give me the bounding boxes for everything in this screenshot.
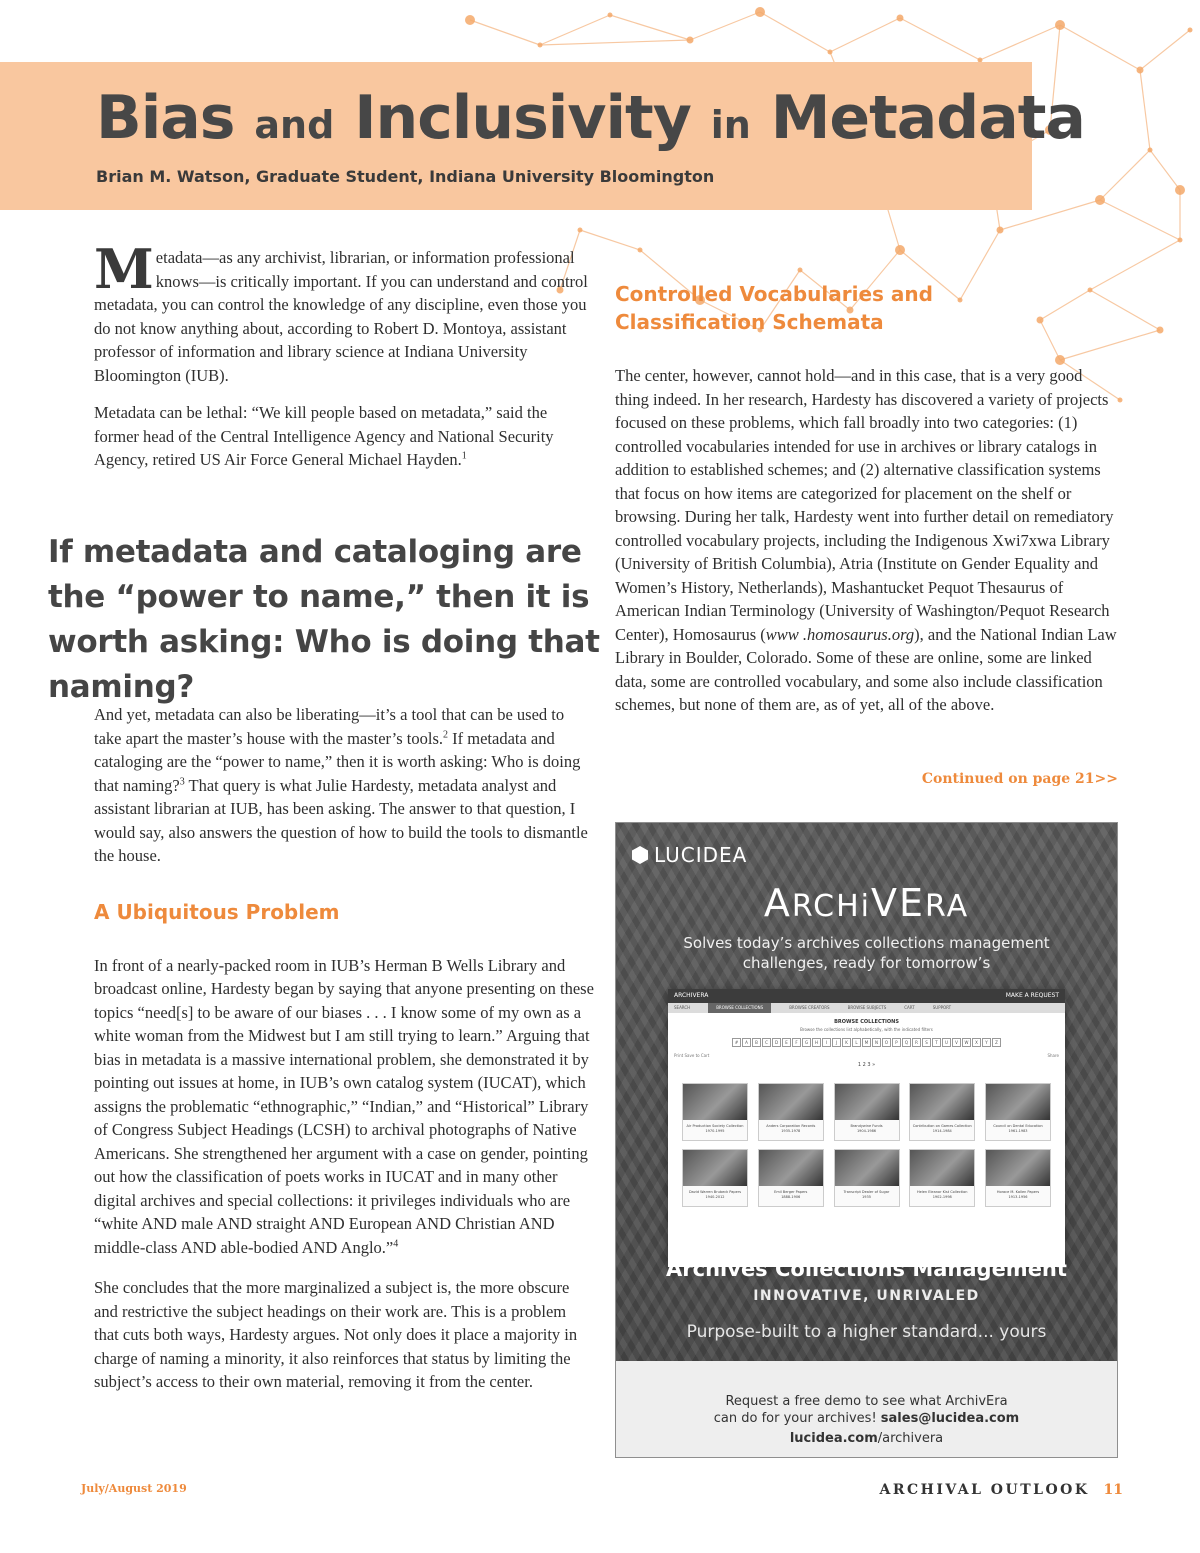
alphabet-letter: W bbox=[962, 1038, 971, 1047]
software-screenshot bbox=[668, 989, 1065, 1267]
ad-call-to-action: Request a free demo to see what ArchivEra can do for your archives! sales@lucidea.com bbox=[713, 1394, 1020, 1426]
alphabet-letter: Q bbox=[902, 1038, 911, 1047]
alphabet-letter: N bbox=[872, 1038, 881, 1047]
alphabet-letter: F bbox=[792, 1038, 801, 1047]
network-link bbox=[470, 20, 540, 45]
network-node bbox=[828, 50, 833, 55]
lucidea-logo: LUCIDEA bbox=[632, 843, 747, 867]
alphabet-letter: I bbox=[822, 1038, 831, 1047]
intro-paragraph: Metadata—as any archivist, librarian, or information professional knows—is critically important. If you can understand and control metadata, you can control the knowledge of any discipline, even those you do not know anything about, according to Robert D. Montoya, assistant professor of information and library science at Indiana University Bloomington (IUB). bbox=[94, 237, 588, 385]
network-node bbox=[638, 248, 643, 253]
hexagon-logo-icon bbox=[632, 846, 648, 864]
issue-date: July/August 2019 bbox=[81, 1482, 187, 1495]
ad-title: Archives Collections Management bbox=[666, 1257, 1067, 1281]
mock-heading: BROWSE COLLECTIONS bbox=[834, 1019, 899, 1025]
collection-photo bbox=[835, 1084, 899, 1120]
collection-thumbnail bbox=[682, 1083, 748, 1141]
network-node bbox=[465, 15, 475, 25]
mock-nav-item: SEARCH bbox=[674, 1005, 691, 1010]
collection-photo bbox=[910, 1084, 974, 1120]
collection-thumbnail bbox=[909, 1149, 975, 1207]
alphabet-letter: R bbox=[912, 1038, 921, 1047]
network-node bbox=[608, 13, 613, 18]
collection-thumbnail bbox=[909, 1083, 975, 1141]
network-node bbox=[538, 43, 543, 48]
collection-caption: Council on Dental Education 1961-1983 bbox=[993, 1124, 1043, 1133]
mock-subheading: Browse the collections list alphabetically, with the indicated filters bbox=[800, 1027, 933, 1032]
alphabet-letter: S bbox=[922, 1038, 931, 1047]
collection-caption: Transcript Dealer of Sugar 1935 bbox=[843, 1190, 890, 1199]
collection-caption: Helen Eleanor Kist Collection 1902-1998 bbox=[916, 1190, 968, 1199]
paragraph-liberating: And yet, metadata can also be liberating—it’s a tool that can be used to take apart the master’s house with the master’s tools.$^2$ If metadata and cataloging are the “power to name,” then it is worth asking: Who is doing that naming?$^3$ That query is what Julie Hardesty, metadata analyst and assistant librarian at IUB, has been asking. The answer to that question, I would say, also answers the question of how to build the tools to dismantle the house. bbox=[94, 705, 588, 865]
collection-thumbnail bbox=[758, 1149, 824, 1207]
collection-thumbnail bbox=[834, 1083, 900, 1141]
network-node bbox=[1188, 28, 1193, 33]
collection-photo bbox=[759, 1150, 823, 1186]
left-column-body bbox=[94, 703, 594, 1394]
network-node bbox=[997, 227, 1004, 234]
mock-nav-item: CART bbox=[904, 1005, 915, 1010]
ad-email-link[interactable]: sales@lucidea.com bbox=[880, 1411, 1020, 1426]
alphabet-letter: A bbox=[742, 1038, 751, 1047]
network-link bbox=[830, 18, 900, 52]
archivera-advertisement bbox=[615, 822, 1118, 1458]
section-heading-ubiquitous: A Ubiquitous Problem bbox=[94, 899, 340, 924]
collection-caption: Contribution on Games Collection 1914-1984 bbox=[912, 1124, 972, 1133]
paragraph-center: The center, however, cannot hold—and in this case, that is a very good thing indeed. In her research, Hardesty has discovered a variety of projects focused on these problems, which fall broadly into two categories: (1) controlled vocabularies intended for use in archives or library catalogs in addition to established schemes; and (2) alternative classification systems that focus on how items are categorized for placement on the shelf or browsing. During her talk, Hardesty went into further detail on remediatory controlled vocabulary projects, including the Indigenous Xwi7xwa Library (University of British Columbia), Atria (Institute on Gender Equality and Women’s History, Netherlands), Mashantucket Pequot Thesaurus of American Indian Terminology (University of Washington/Pequot Research Center), Homosaurus (www .homosaurus.org), and the National Indian Law Library in Boulder, Colorado. Some of these are online, some are linked data, some are controlled vocabulary, and some also include classification schemes, but none of them are, as of yet, all of the above. bbox=[615, 366, 1117, 714]
network-link bbox=[610, 15, 690, 40]
collection-photo bbox=[683, 1084, 747, 1120]
alphabet-letter: U bbox=[942, 1038, 951, 1047]
alphabet-letter: M bbox=[862, 1038, 871, 1047]
alphabet-letter: P bbox=[892, 1038, 901, 1047]
network-node bbox=[1137, 67, 1144, 74]
network-node bbox=[897, 15, 904, 22]
network-node bbox=[1175, 185, 1185, 195]
collection-caption: Anders Corporation Records 1935-1978 bbox=[766, 1124, 816, 1133]
thumbnail-row bbox=[682, 1149, 1051, 1207]
alphabet-letter: J bbox=[832, 1038, 841, 1047]
network-node bbox=[578, 228, 583, 233]
page-number: 11 bbox=[1103, 1482, 1123, 1498]
network-link bbox=[690, 12, 760, 40]
ad-tagline: Solves today’s archives collections management challenges, ready for tomorrow’s bbox=[683, 934, 1050, 972]
network-link bbox=[540, 40, 690, 45]
collection-thumbnail bbox=[985, 1149, 1051, 1207]
alphabet-letter: E bbox=[782, 1038, 791, 1047]
collection-caption: Emil Berger Papers 1888-1906 bbox=[774, 1190, 808, 1199]
alphabet-letter: O bbox=[882, 1038, 891, 1047]
network-node bbox=[1055, 20, 1065, 30]
network-node bbox=[1157, 327, 1164, 334]
ad-footer-panel bbox=[616, 1361, 1117, 1457]
alphabet-letter: K bbox=[842, 1038, 851, 1047]
pull-quote: If metadata and cataloging are the “power to name,” then it is worth asking: Who is doing that naming? bbox=[48, 534, 600, 705]
mock-tools: Print Save to Cart Share bbox=[674, 1053, 1059, 1058]
alphabet-letter: L bbox=[852, 1038, 861, 1047]
alphabet-letter: T bbox=[932, 1038, 941, 1047]
mock-nav-item: SUPPORT bbox=[932, 1005, 952, 1010]
network-link bbox=[1140, 70, 1150, 150]
paragraph-lethal: Metadata can be lethal: “We kill people based on metadata,” said the former head of the Central Intelligence Agency and National Security Agency, retired US Air Force General Michael Hayden.$^1$ bbox=[94, 403, 554, 469]
section-heading-vocabularies: Controlled Vocabularies and Classification Schemata bbox=[615, 282, 933, 334]
mock-topbar: ARCHIVERA MAKE A REQUEST bbox=[668, 989, 1065, 1003]
collection-photo bbox=[986, 1084, 1050, 1120]
network-link bbox=[900, 18, 980, 60]
ad-dark-panel bbox=[616, 823, 1117, 1361]
network-node bbox=[798, 268, 803, 273]
alphabet-letter: Y bbox=[982, 1038, 991, 1047]
archivera-wordmark: ARCHiVERA bbox=[763, 881, 970, 925]
alphabet-letter: # bbox=[732, 1038, 741, 1047]
mock-nav-item: BROWSE SUBJECTS bbox=[847, 1005, 887, 1010]
collection-photo bbox=[986, 1150, 1050, 1186]
left-column-intro bbox=[94, 237, 594, 472]
network-link bbox=[1100, 200, 1180, 240]
network-link bbox=[760, 12, 830, 52]
collection-caption: David Warren Brubeck Papers 1940-2012 bbox=[688, 1190, 742, 1199]
collection-thumbnail bbox=[834, 1149, 900, 1207]
alphabet-letter: G bbox=[802, 1038, 811, 1047]
collection-thumbnail bbox=[758, 1083, 824, 1141]
alphabet-letter: X bbox=[972, 1038, 981, 1047]
article-title: Bias and Inclusivity in Metadata bbox=[96, 83, 1085, 153]
alphabet-letter: C bbox=[762, 1038, 771, 1047]
network-node bbox=[1178, 238, 1183, 243]
network-link bbox=[1150, 150, 1180, 190]
paragraph-marginalized: She concludes that the more marginalized a subject is, the more obscure and restrictive the subject headings on their work are. This is a problem that cuts both ways, Hardesty argues. Not only does it place a majority in charge of naming a minority, it also reinforces that status by limiting the subject’s access to their own material, removing it from the center. bbox=[94, 1278, 578, 1391]
alphabet-letter: Z bbox=[992, 1038, 1001, 1047]
network-node bbox=[755, 7, 765, 17]
ad-slogan: Purpose-built to a higher standard... yours bbox=[686, 1322, 1047, 1342]
collection-thumbnail bbox=[985, 1083, 1051, 1141]
mock-pagination: 1 2 3 » bbox=[857, 1062, 876, 1068]
byline: Brian M. Watson, Graduate Student, Indiana University Bloomington bbox=[96, 167, 715, 186]
network-link bbox=[540, 15, 610, 45]
alphabet-letter: H bbox=[812, 1038, 821, 1047]
collection-photo bbox=[759, 1084, 823, 1120]
collection-caption: Air Production Society Collection 1970-1995 bbox=[686, 1124, 744, 1133]
collection-thumbnail bbox=[682, 1149, 748, 1207]
ad-url-link[interactable]: lucidea.com/archivera bbox=[789, 1431, 944, 1446]
alphabet-filter bbox=[668, 1038, 1065, 1047]
alphabet-letter: B bbox=[752, 1038, 761, 1047]
right-column bbox=[615, 280, 1120, 717]
publication-footer: ARCHIVAL OUTLOOK 11 bbox=[879, 1482, 1123, 1498]
thumbnail-row bbox=[682, 1083, 1051, 1141]
collection-photo bbox=[683, 1150, 747, 1186]
ad-subtitle: INNOVATIVE, UNRIVALED bbox=[753, 1288, 980, 1304]
network-link bbox=[980, 25, 1060, 60]
network-node bbox=[895, 245, 905, 255]
network-node bbox=[1095, 195, 1105, 205]
mock-nav-item: BROWSE COLLECTIONS bbox=[708, 1003, 771, 1013]
collection-photo bbox=[835, 1150, 899, 1186]
continued-link[interactable]: Continued on page 21>> bbox=[921, 771, 1118, 787]
network-node bbox=[687, 37, 694, 44]
mock-nav bbox=[668, 1003, 1065, 1013]
alphabet-letter: D bbox=[772, 1038, 781, 1047]
collection-photo bbox=[910, 1150, 974, 1186]
drop-cap: M bbox=[94, 237, 154, 301]
network-link bbox=[1060, 25, 1140, 70]
paragraph-hardesty: In front of a nearly-packed room in IUB’s Herman B Wells Library and broadcast online, Hardesty began by saying that anyone presenting on these topics “need[s] to be aware of our biases . . . I know some of my own as a white woman from the Midwest but I am still trying to learn.” Arguing that bias in metadata is a massive international problem, she demonstrated it by pointing out issues at home, in IUB’s own catalog system (IUCAT), which assigns the problematic “ethnographic,” “Indian,” and “Historical” Library of Congress Subject Headings (LCSH) to archival photographs of Native Americans. She strengthened her argument with a case on gender, pointing out how the classification of poets works in IUCAT and in many other digital archives and special collections: it privileges individuals who are “white AND male AND straight AND European AND Christian AND middle-class AND able-bodied AND Anglo.”$^4$ bbox=[94, 955, 594, 1257]
network-link bbox=[1140, 30, 1190, 70]
alphabet-letter: V bbox=[952, 1038, 961, 1047]
mock-nav-item: BROWSE CREATORS bbox=[789, 1005, 830, 1010]
network-link bbox=[1100, 150, 1150, 200]
collection-caption: Horace M. Kallen Papers 1913-1956 bbox=[996, 1190, 1040, 1199]
network-node bbox=[1148, 148, 1153, 153]
collection-caption: Brandywine Funds 1904-1986 bbox=[850, 1124, 883, 1133]
